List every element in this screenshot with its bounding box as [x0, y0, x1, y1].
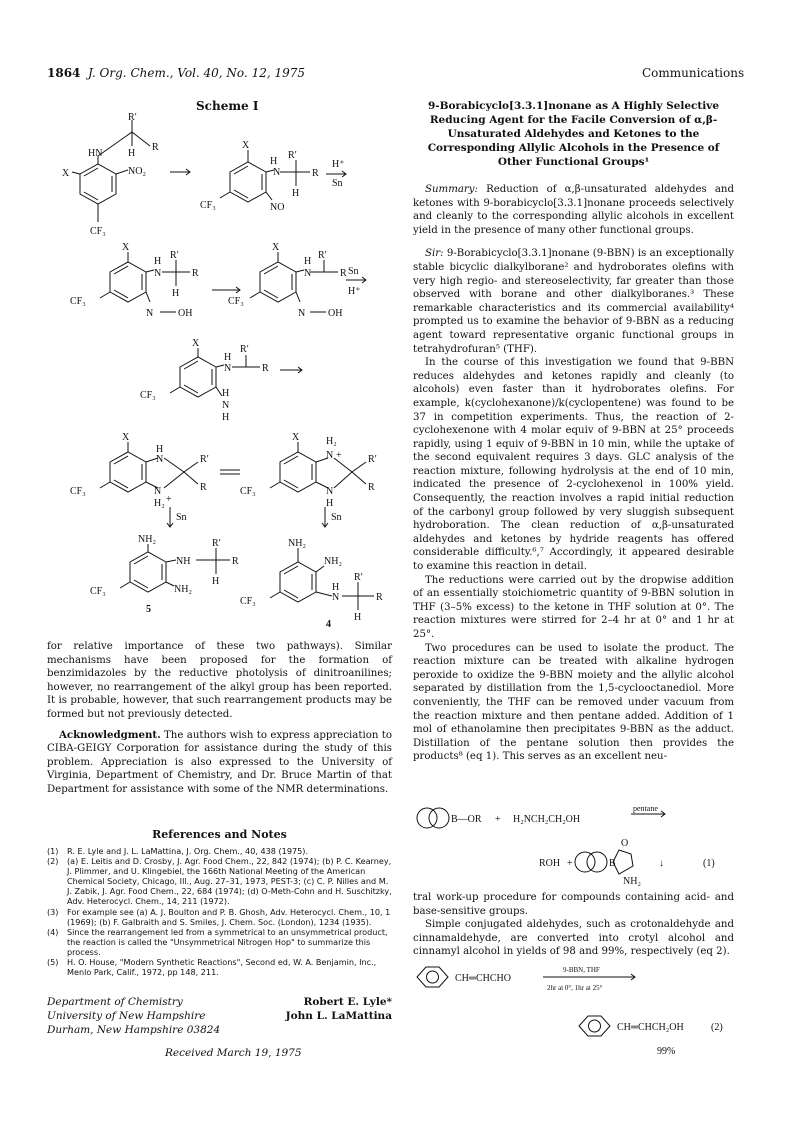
atom-label: R	[232, 556, 239, 567]
reference-text: Since the rearrangement led from a symmetrical to an unsymmetrical product, the reaction is called the "Unsymmetrical Nitrogen Hop" to summarize this process.	[67, 926, 388, 957]
atom-label: X	[62, 168, 70, 179]
atom-label: NH	[176, 556, 191, 567]
atom-label: R′	[170, 250, 179, 261]
right-column-body	[413, 183, 734, 764]
atom-label: R	[262, 363, 269, 374]
paragraph: Two procedures can be used to isolate the product. The reaction mixture can be treated with alkaline hydrogen peroxide to oxidize the 9-BBN moiety and the allylic alcohol separated by distillation from the 1,5-cyclooctanediol. More conveniently, the THF can be removed under vacuum from the reaction mixture and then pentane added. Addition of 1 mol of ethanolamine then precipitates 9-BBN as the adduct. Distillation of the pentane solution then provides the products⁸ (eq 1). This serves as an excellent neu-	[413, 642, 734, 763]
page-number: 1864	[47, 66, 81, 80]
reference-item	[47, 846, 392, 856]
reference-item	[47, 907, 392, 927]
eq-reactant: B—OR	[451, 814, 482, 825]
atom-label: H	[332, 582, 340, 593]
reference-number: (3)	[47, 906, 59, 917]
paragraph-text: 9-Borabicyclo[3.3.1]nonane (9-BBN) is an exceptionally stable bicyclic dialkylborane² and hydroborates olefins with very high regio- and stereoselectivity, far greater than those observed with borane and other dialkylboranes.³ These remarkable characteristics and its commercial availability⁴ prompted us to examine the behavior of 9-BBN as a reducing agent toward representative organic functional groups in tetrahydrofuran⁵ (THF).	[413, 248, 734, 355]
eq-number: (2)	[711, 1022, 723, 1033]
atom-label: N	[326, 450, 334, 461]
atom-label: NH₂	[288, 538, 306, 549]
atom-label: R	[152, 142, 159, 153]
atom-label: R	[376, 592, 383, 603]
eq-arrow: ↓	[659, 858, 664, 869]
reagent-label: H⁺	[332, 159, 345, 170]
eq-product: CH═CHCH₂OH	[617, 1022, 684, 1033]
atom-label: N	[146, 308, 154, 319]
reference-text: R. E. Lyle and J. L. LaMattina, J. Org. Chem., 40, 438 (1975).	[67, 846, 309, 856]
eq-condition: pentane	[633, 806, 658, 813]
scheme-bonds	[72, 120, 374, 610]
compound-number: 5	[146, 604, 151, 615]
reference-number: (1)	[47, 846, 59, 856]
scheme-title: Scheme I	[196, 99, 259, 113]
atom-label: H₂	[326, 436, 337, 447]
atom-label: R′	[212, 538, 221, 549]
atom-label: OH	[178, 308, 193, 319]
atom-label: OH	[328, 308, 343, 319]
atom-label: NH₂	[324, 556, 342, 567]
atom-label: H₂	[154, 498, 165, 509]
eq-plus: +	[495, 814, 501, 825]
atom-label: N	[222, 400, 230, 411]
reference-item	[47, 927, 392, 957]
atom-label: X	[192, 338, 200, 349]
atom-label: N	[154, 486, 162, 497]
atom-label: H	[292, 188, 300, 199]
atom-label: CF₃	[240, 596, 256, 607]
atom-label: CF₃	[228, 296, 244, 307]
atom-label: R′	[288, 150, 297, 161]
atom-label: R′	[368, 454, 377, 465]
authors	[284, 995, 392, 1023]
atom-label: R	[340, 268, 347, 279]
atom-label: N	[326, 486, 334, 497]
atom-label: CF₃	[140, 390, 156, 401]
right-column-continued	[413, 891, 734, 959]
atom-label: NO	[270, 202, 285, 213]
acknowledgment-text: The authors wish to express appreciation to CIBA-GEIGY Corporation for assistance during the study of this problem. Appreciation is also expressed to the University of Virginia, Department of Chemistry, and Dr. Bruce Martin of that Department for assistance with some of the NMR determinations.	[47, 729, 392, 795]
atom-label: N	[332, 592, 340, 603]
reference-text: H. O. House, "Modern Synthetic Reactions", Second ed, W. A. Benjamin, Inc., Menlo Park, Calif., 1972, pp 148, 211.	[67, 957, 377, 978]
atom-label: CF₃	[70, 296, 86, 307]
atom-label: CF₃	[90, 586, 106, 597]
summary-label: Summary:	[425, 184, 478, 195]
atom-label: CF₃	[200, 200, 216, 211]
atom-label: H	[326, 498, 334, 509]
journal-citation: J. Org. Chem., Vol. 40, No. 12, 1975	[88, 66, 306, 80]
atom-label: R	[368, 482, 375, 493]
atom-label: R′	[318, 250, 327, 261]
atom-label: H	[304, 256, 312, 267]
eq-condition: 9-BBN, THF	[563, 966, 600, 974]
atom-label: CF₃	[70, 486, 86, 497]
references-list	[47, 846, 392, 977]
atom-label: H	[270, 156, 278, 167]
affiliation-line: University of New Hampshire	[47, 1010, 206, 1022]
reagent-label: Sn	[331, 512, 342, 523]
acknowledgment-heading: Acknowledgment.	[59, 728, 161, 741]
eq-atom: NH₂	[623, 876, 641, 886]
atom-label: H	[224, 352, 232, 363]
atom-label: R	[200, 482, 207, 493]
atom-label: X	[122, 242, 130, 253]
paragraph: tral work-up procedure for compounds containing acid- and base-sensitive groups.	[413, 892, 734, 917]
atom-label: HN	[88, 148, 103, 159]
author-name: John L. LaMattina	[285, 1010, 392, 1022]
affiliation-line: Durham, New Hampshire 03824	[47, 1024, 221, 1036]
atom-label: R	[192, 268, 199, 279]
atom-label: N	[304, 268, 312, 279]
atom-label: H	[128, 148, 136, 159]
atom-label: R	[312, 168, 319, 179]
atom-label: +	[166, 494, 172, 505]
compound-number: 4	[326, 619, 331, 630]
running-header	[47, 66, 305, 80]
atom-label: H	[354, 612, 362, 623]
atom-label: X	[242, 140, 250, 151]
references-title: References and Notes	[152, 828, 287, 841]
acknowledgment	[47, 729, 392, 797]
reference-number: (2)	[47, 856, 59, 867]
eq-plus: +	[567, 858, 573, 869]
eq-reactant: CH═CHCHO	[455, 973, 511, 984]
eq-atom: B	[609, 858, 616, 869]
affiliation	[47, 995, 220, 1037]
reference-text: For example see (a) A. J. Boulton and P. B. Ghosh, Adv. Heterocycl. Chem., 10, 1 (1969); (b) F. Galbraith and S. Smiles, J. Chem. Soc. (London), 1234 (1935).	[67, 906, 391, 927]
atom-label: X	[292, 432, 300, 443]
reagent-label: Sn	[332, 178, 343, 189]
atom-label: R′	[240, 344, 249, 355]
article-title: 9-Borabicyclo[3.3.1]nonane as A Highly Selective Reducing Agent for the Facile Conversion of α,β-Unsaturated Aldehydes and Ketones to the Corresponding Allylic Alcohols in the Presence of Other Functional Groups¹	[427, 100, 720, 168]
paragraph: In the course of this investigation we found that 9-BBN reduces aldehydes and ketones rapidly and cleanly (to alcohols) even faster than it hydroborates olefins. For example, k(cyclohexanone)/k(cyclopentene) was found to be 37 in competition experiments. Thus, the reaction of 2-cyclohexenone with 4 molar equiv of 9-BBN at 25° proceeds rapidly, using 1 equiv of 9-BBN in 10 min, while the uptake of the second equivalent requires 3 days. GLC analysis of the reaction mixture, following hydrolysis at the end of 10 min, indicated the presence of 2-cyclohexenol in 100% yield. Consequently, the reaction involves a rapid initial reduction of the carbonyl group followed by very sluggish subsequent hydroboration. The clean reduction of α,β-unsaturated aldehydes and ketones by hydride reagents has offered considerable difficulty.⁶,⁷ Accordingly, it appeared desirable to examine this reaction in detail.	[413, 357, 734, 573]
summary	[413, 183, 734, 237]
atom-label: X	[122, 432, 130, 443]
summary-text: Reduction of α,β-unsaturated aldehydes and ketones with 9-borabicyclo[3.3.1]nonane proceeds selectively and cleanly to the corresponding allylic alcohols in excellent yield in the presence of many other functional groups.	[413, 184, 734, 236]
atom-label: H	[156, 444, 164, 455]
eq-yield: 99%	[657, 1046, 676, 1057]
reagent-label: Sn	[176, 512, 187, 523]
eq-atom: O	[621, 838, 629, 849]
atom-label: X	[272, 242, 280, 253]
atom-label: +	[336, 450, 342, 461]
reference-item	[47, 856, 392, 906]
atom-label: H	[172, 288, 180, 299]
atom-label: R′	[128, 112, 137, 123]
eq-condition: 2hr at 0°, 1hr at 25°	[547, 984, 603, 992]
author-name: Robert E. Lyle*	[303, 996, 392, 1008]
paragraph	[413, 247, 734, 356]
reagent-label: H⁺	[348, 286, 361, 297]
paragraph: for relative importance of these two pathways). Similar mechanisms have been proposed for the formation of benzimidazoles by the reductive photolysis of dinitroanilines; however, no rearrangement of the alkyl group has been reported. It is probable, however, that such rearrangement products may be formed but not previously detected.	[47, 641, 392, 720]
atom-label: H	[222, 412, 230, 423]
reference-item	[47, 957, 392, 977]
equation-1	[413, 806, 734, 886]
affiliation-line: Department of Chemistry	[47, 996, 183, 1008]
left-column-body	[47, 640, 392, 797]
atom-label: CF₃	[240, 486, 256, 497]
received-date: Received March 19, 1975	[165, 1047, 302, 1059]
eq-reactant: H₂NCH₂CH₂OH	[513, 814, 581, 825]
atom-label: NO₂	[128, 166, 146, 177]
atom-label: CF₃	[90, 226, 106, 237]
reference-text: (a) E. Leitis and D. Crosby, J. Agr. Food Chem., 22, 842 (1974); (b) P. C. Kearney, J. Plimmer, and U. Klingebiel, the 166th National Meeting of the American Chemical Society, Chicago, Ill., Aug. 27–31, 1973, PEST-3; (c) C. P. Nilles and M. J. Zabik, J. Agr. Food Chem., 22, 684 (1974); (d) O-Meth-Cohn and H. Suschitzky, Adv. Heterocycl. Chem., 14, 211 (1972).	[67, 856, 392, 907]
eq-number: (1)	[703, 858, 715, 869]
atom-label: R′	[200, 454, 209, 465]
atom-label: NH₂	[174, 584, 192, 595]
paragraph: The reductions were carried out by the dropwise addition of an essentially stoichiometric quantity of 9-BBN solution in THF (3–5% excess) to the ketone in THF solution at 0°. The reaction mixtures were stirred for 2–4 hr at 0° and 1 hr at 25°.	[413, 574, 734, 640]
atom-label: NH₂	[138, 534, 156, 545]
atom-label: H	[212, 576, 220, 587]
atom-label: N	[298, 308, 306, 319]
atom-label: N	[154, 268, 162, 279]
paragraph: Simple conjugated aldehydes, such as crotonaldehyde and cinnamaldehyde, are converted into crotyl alcohol and cinnamyl alcohol in yields of 98 and 99%, respectively (eq 2).	[413, 919, 734, 958]
sir-label: Sir:	[425, 248, 444, 260]
scheme-i-diagram	[40, 112, 385, 632]
atom-label: H	[154, 256, 162, 267]
reference-number: (4)	[47, 926, 59, 937]
reagent-label: Sn	[348, 266, 359, 277]
atom-label: N	[273, 167, 281, 178]
atom-label: R′	[354, 572, 363, 583]
atom-label: N	[156, 454, 164, 465]
eq-product: ROH	[539, 858, 561, 869]
section-name: Communications	[642, 66, 745, 80]
reference-number: (5)	[47, 957, 59, 968]
atom-label: H	[222, 388, 230, 399]
equation-2	[413, 962, 734, 1060]
atom-label: N	[224, 363, 232, 374]
scheme-atom-labels	[62, 112, 383, 630]
